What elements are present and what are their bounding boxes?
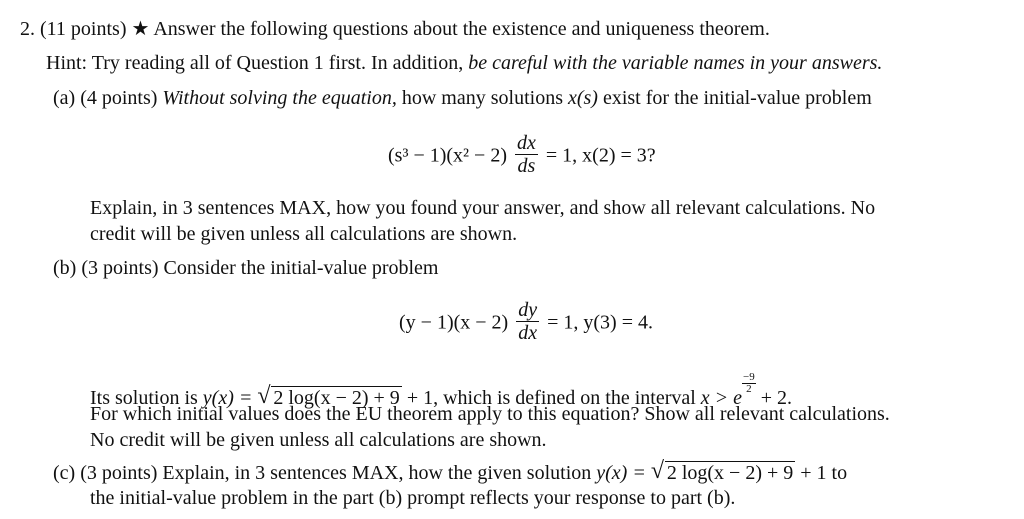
part-b-exp-num: −9: [743, 371, 755, 383]
part-a-text: how many solutions: [401, 87, 563, 109]
part-a-explain-1: Explain, in 3 sentences MAX, how you found your answer, and show all relevant calculations. No: [90, 197, 876, 219]
part-a-explain-2: credit will be given unless all calculations are shown.: [90, 223, 518, 245]
part-a-line: [53, 86, 872, 110]
part-c-text-lead: Explain, in 3 sentences MAX, how the given solution: [162, 462, 592, 484]
part-b-solution-lhs: y(x) =: [202, 387, 253, 409]
part-c-solution-tail: + 1 to: [800, 462, 848, 484]
part-a-eq-left: (s³ − 1)(x² − 2): [388, 144, 507, 167]
part-b-points: (3 points): [81, 257, 159, 279]
part-b-label: (b): [53, 257, 77, 279]
part-b-question-1: For which initial values does the EU theorem apply to this equation? Show all relevant calculations.: [90, 403, 890, 425]
part-a-variable: x(s): [567, 87, 598, 109]
part-a-frac-num: dx: [516, 132, 536, 154]
part-a-equation: [388, 133, 656, 178]
question-header: [20, 17, 770, 41]
part-a-label: (a): [53, 87, 76, 109]
part-b-intro: Consider the initial-value problem: [163, 257, 439, 279]
part-b-exponent: [742, 372, 756, 395]
part-b-line: [53, 256, 438, 280]
part-b-radicand: 2 log(x − 2) + 9: [273, 387, 400, 409]
hint-line: [46, 51, 882, 75]
part-b-derivative: [516, 300, 539, 345]
part-c-line: [53, 458, 848, 485]
part-b-solution-tail: + 1, which is defined on the interval: [406, 387, 696, 409]
part-a-text-tail: exist for the initial-value problem: [602, 87, 872, 109]
part-b-exp-den: 2: [746, 383, 752, 395]
part-a-points: (4 points): [80, 87, 158, 109]
part-b-frac-den: dx: [518, 322, 538, 344]
question-title: Answer the following questions about the existence and uniqueness theorem.: [153, 18, 770, 40]
part-b-solution-lead: Its solution is: [90, 387, 198, 409]
question-number: 2.: [20, 18, 35, 40]
part-c-points: (3 points): [80, 462, 158, 484]
hint-lead: Hint: Try reading all of Question 1 first. In addition,: [46, 52, 464, 74]
radical-icon: √: [257, 383, 271, 409]
part-c-label: (c): [53, 462, 76, 484]
part-c-line-2: the initial-value problem in the part (b) prompt reflects your response to part (b).: [90, 487, 736, 509]
star-icon: ★: [131, 18, 150, 40]
part-b-frac-num: dy: [518, 299, 538, 321]
part-b-interval-tail: + 2.: [760, 387, 793, 409]
part-b-question-2: No credit will be given unless all calculations are shown.: [90, 429, 547, 451]
part-b-eq-left: (y − 1)(x − 2): [399, 311, 509, 334]
part-b-eq-right: = 1, y(3) = 4.: [547, 311, 653, 334]
part-a-emphasis: Without solving the equation,: [162, 87, 397, 109]
hint-emphasis: be careful with the variable names in your answers.: [468, 52, 883, 74]
part-a-eq-right: = 1, x(2) = 3?: [545, 144, 656, 167]
part-b-equation: [399, 300, 653, 345]
part-c-solution-lhs: y(x) =: [596, 462, 646, 484]
part-a-derivative: [515, 133, 538, 178]
radical-icon: √: [650, 458, 664, 484]
part-b-interval-lhs: x > e: [700, 387, 743, 409]
part-c-radicand: 2 log(x − 2) + 9: [666, 462, 794, 484]
question-points: (11 points): [40, 18, 127, 40]
part-c-sqrt: [650, 458, 795, 485]
part-a-frac-den: ds: [517, 155, 536, 177]
